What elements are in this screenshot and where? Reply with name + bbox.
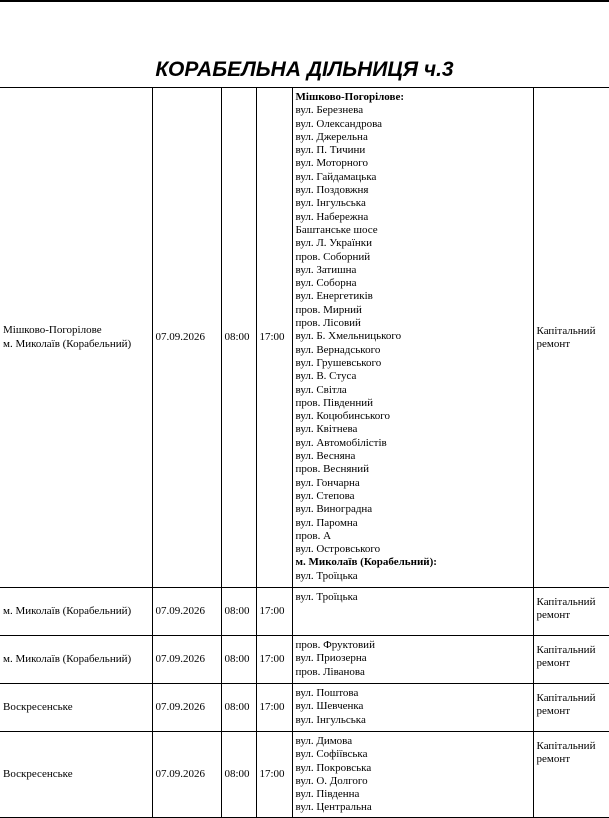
table-row <box>0 636 609 684</box>
start-time-cell: 08:00 <box>221 732 256 818</box>
street-line: вул. Джерельна <box>295 130 368 143</box>
end-time-cell: 17:00 <box>256 88 292 588</box>
street-line: вул. Квітнева <box>295 423 358 436</box>
street-line: вул. Гончарна <box>295 476 360 489</box>
street-line: пров. Лісовий <box>295 317 361 330</box>
reason-line: Капітальний <box>536 692 596 704</box>
locality-line: Мішково-Погорілове <box>3 324 102 337</box>
reason-cell <box>533 88 609 588</box>
reason-cell <box>533 588 609 636</box>
reason-line: ремонт <box>536 705 571 718</box>
end-time-cell: 17:00 <box>256 684 292 732</box>
street-line: вул. Приозерна <box>295 652 367 665</box>
street-line: вул. Паромна <box>295 516 358 529</box>
street-line: вул. Соборна <box>295 277 357 290</box>
table-row <box>0 684 609 732</box>
street-line: вул. Центральна <box>295 801 372 814</box>
street-line: пров. А <box>295 529 332 542</box>
street-line: вул. Енергетиків <box>295 290 373 303</box>
locality-cell <box>0 588 152 636</box>
end-time-cell: 17:00 <box>256 588 292 636</box>
street-line: м. Миколаїв (Корабельний): <box>295 556 437 569</box>
outage-schedule-table <box>0 87 609 818</box>
street-line: вул. Автомобілістів <box>295 436 387 449</box>
reason-cell <box>533 684 609 732</box>
start-time-cell: 08:00 <box>221 588 256 636</box>
street-line: вул. Софіївська <box>295 748 368 761</box>
date-cell: 07.09.2026 <box>152 88 221 588</box>
street-line: вул. Поштова <box>295 687 359 699</box>
street-line: вул. Інгульська <box>295 713 366 726</box>
reason-line: Капітальний <box>536 596 596 608</box>
start-time-cell: 08:00 <box>221 88 256 588</box>
streets-cell <box>292 88 533 588</box>
date-cell: 07.09.2026 <box>152 588 221 636</box>
reason-line: ремонт <box>536 657 571 670</box>
top-border-line <box>0 0 609 2</box>
locality-cell <box>0 636 152 684</box>
street-line: вул. Троїцька <box>295 569 358 582</box>
street-line: вул. Моторного <box>295 157 368 170</box>
street-line: пров. Мирний <box>295 303 362 316</box>
reason-line: Капітальний <box>536 325 596 337</box>
locality-line: Воскресенське <box>3 767 73 780</box>
street-line: вул. Виноградна <box>295 503 373 516</box>
start-time-cell: 08:00 <box>221 684 256 732</box>
locality-line: м. Миколаїв (Корабельний) <box>3 337 132 350</box>
street-line: вул. Л. Українки <box>295 237 373 250</box>
street-line: вул. Вернадського <box>295 343 381 356</box>
street-line: вул. Затишна <box>295 263 357 276</box>
street-line: пров. Фруктовий <box>295 639 375 651</box>
table-row <box>0 588 609 636</box>
street-line: вул. Інгульська <box>295 197 366 210</box>
street-line: пров. Південний <box>295 396 374 409</box>
table-row <box>0 88 609 588</box>
street-line: вул. Південна <box>295 788 360 801</box>
street-line: вул. Грушевського <box>295 356 382 369</box>
reason-line: Капітальний <box>536 644 596 656</box>
streets-cell <box>292 636 533 684</box>
street-line: вул. Покровська <box>295 761 372 774</box>
locality-line: м. Миколаїв (Корабельний) <box>3 604 132 617</box>
street-line: вул. Світла <box>295 383 347 396</box>
street-line: пров. Соборний <box>295 250 371 263</box>
date-cell: 07.09.2026 <box>152 684 221 732</box>
street-line: вул. Набережна <box>295 210 369 223</box>
street-line: вул. Поздовжня <box>295 184 369 197</box>
reason-line: ремонт <box>536 609 571 622</box>
date-cell: 07.09.2026 <box>152 732 221 818</box>
reason-line: Капітальний <box>536 740 596 752</box>
street-line: вул. В. Стуса <box>295 370 357 383</box>
street-line: вул. Весняна <box>295 450 356 463</box>
page-title: КОРАБЕЛЬНА ДІЛЬНИЦЯ ч.3 <box>155 58 454 81</box>
locality-line: м. Миколаїв (Корабельний) <box>3 652 132 665</box>
locality-cell <box>0 684 152 732</box>
street-line: вул. Димова <box>295 735 353 747</box>
street-line: вул. Островського <box>295 543 381 556</box>
street-line: вул. Олександрова <box>295 117 383 130</box>
street-line: Мішково-Погорілове: <box>295 91 405 103</box>
street-line: вул. Коцюбинського <box>295 410 391 423</box>
streets-cell <box>292 684 533 732</box>
reason-cell <box>533 732 609 818</box>
table-row <box>0 732 609 818</box>
street-line: вул. О. Долгого <box>295 774 368 787</box>
street-line: вул. П. Тичини <box>295 144 366 157</box>
street-line: вул. Гайдамацька <box>295 170 377 183</box>
street-line: Баштанське шосе <box>295 223 378 236</box>
streets-cell <box>292 732 533 818</box>
street-line: пров. Весняний <box>295 463 370 476</box>
street-line: вул. Б. Хмельницького <box>295 330 402 343</box>
locality-cell <box>0 732 152 818</box>
reason-line: ремонт <box>536 753 571 766</box>
end-time-cell: 17:00 <box>256 636 292 684</box>
street-line: вул. Шевченка <box>295 700 364 713</box>
reason-cell <box>533 636 609 684</box>
street-line: вул. Березнева <box>295 104 364 117</box>
locality-line: Воскресенське <box>3 700 73 713</box>
street-line: вул. Степова <box>295 489 355 502</box>
date-cell: 07.09.2026 <box>152 636 221 684</box>
start-time-cell: 08:00 <box>221 636 256 684</box>
street-line: вул. Троїцька <box>295 591 358 603</box>
street-line: пров. Ліванова <box>295 665 365 678</box>
reason-line: ремонт <box>536 338 571 351</box>
end-time-cell: 17:00 <box>256 732 292 818</box>
streets-cell <box>292 588 533 636</box>
locality-cell <box>0 88 152 588</box>
